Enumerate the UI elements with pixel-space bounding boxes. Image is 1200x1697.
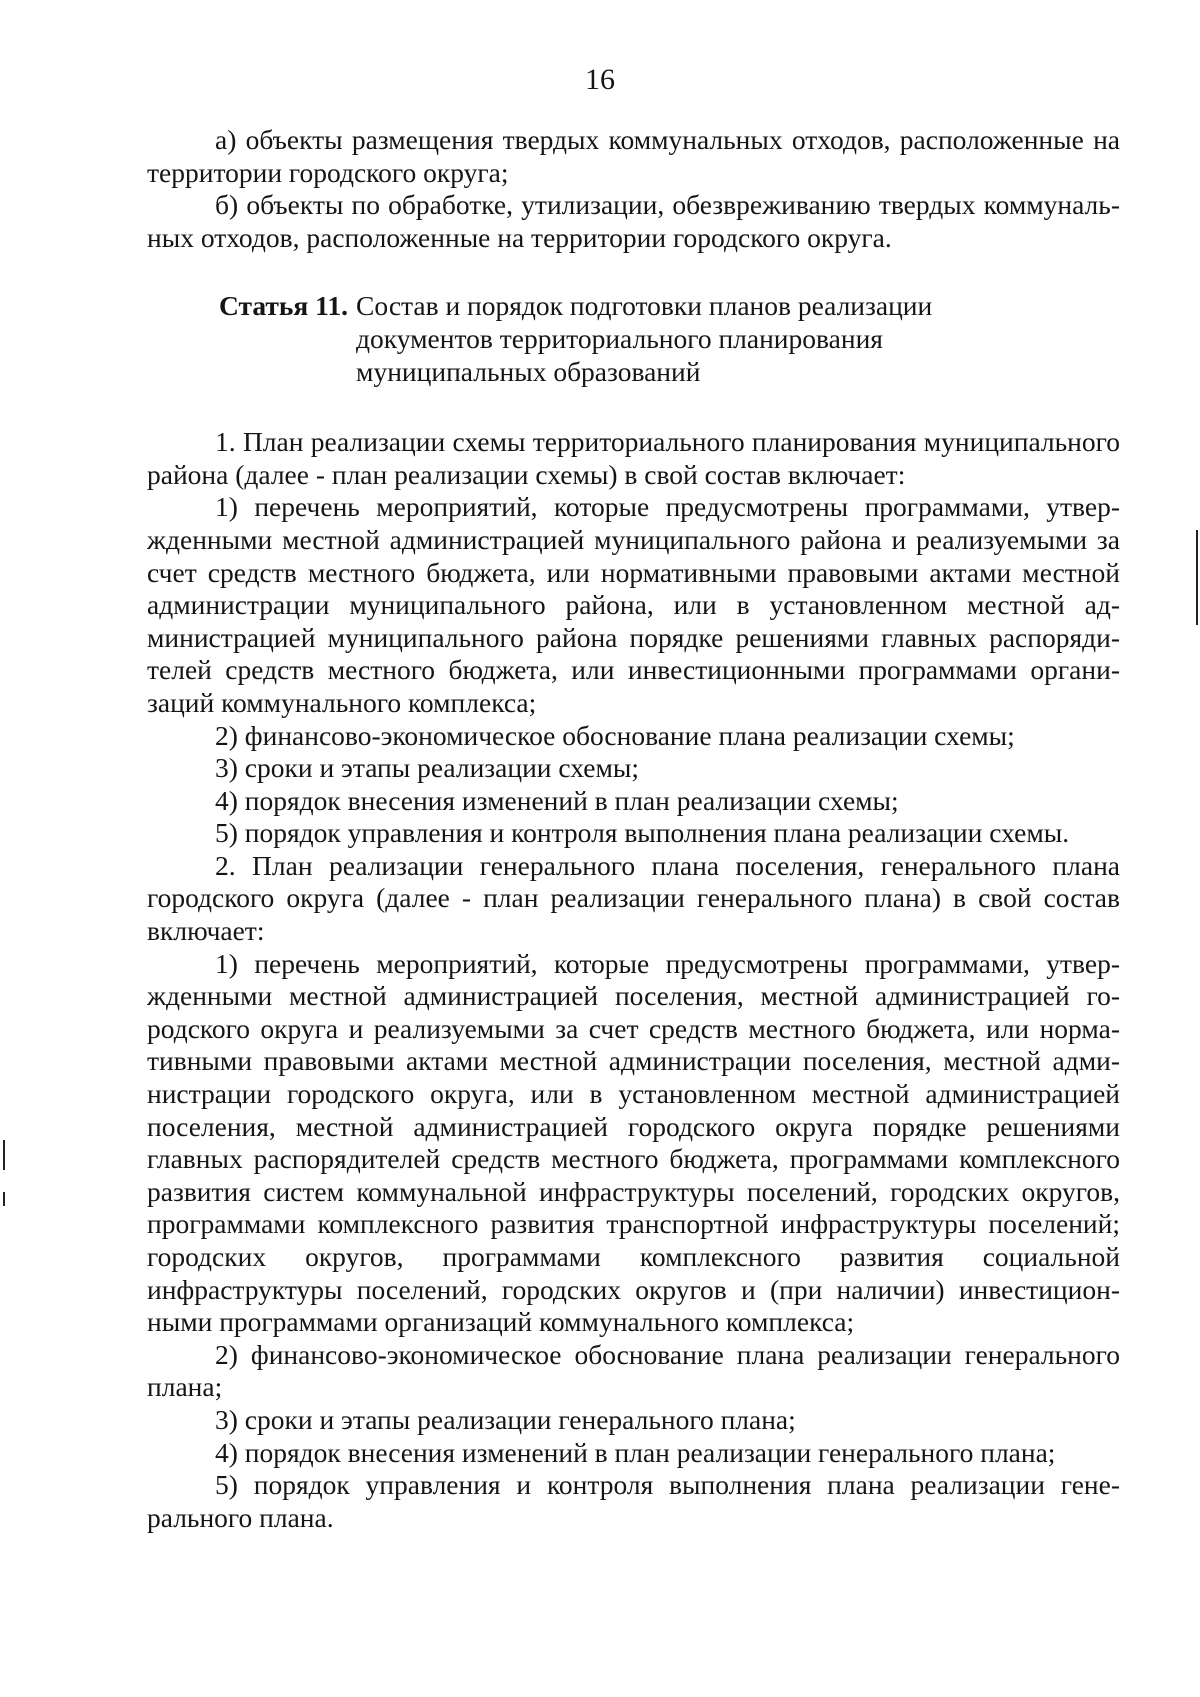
- document-body: [147, 124, 1120, 1534]
- section-1-item: 1) перечень мероприятий, которые предусмотрены программами, утвержденными местной администрацией муниципального района и реализуемыми за счет средств местного бюджета, или нормативными правовыми актами местной администрации муниципального района, или в установленном местной администрацией муниципального района порядке решениями главных распорядителей средств местного бюджета, или инвестиционными программами организаций коммунального комплекса;: [147, 491, 1120, 718]
- section-2-item: 1) перечень мероприятий, которые предусмотрены программами, утвержденными местной администрацией поселения, местной администрацией городского округа и реализуемыми за счет средств местного бюджета, или нормативными правовыми актами местной администрации поселения, местной администрации городского округа, или в установленном местной администрацией поселения, местной администрацией городского округа порядке решениями главных распорядителей средств местного бюджета, программами комплексного развития систем коммунальной инфраструктуры поселений, городских округов, программами комплексного развития транспортной инфраструктуры поселений; городских округов, программами комплексного развития социальной инфраструктуры поселений, городских округов и (при наличии) инвестиционными программами организаций коммунального комплекса;: [147, 947, 1120, 1338]
- article-label: Статья 11.: [219, 290, 349, 322]
- article-title-line: документов территориального планирования: [356, 322, 883, 354]
- section-2-item: 3) сроки и этапы реализации генерального плана;: [215, 1403, 796, 1435]
- section-1-intro: 1. План реализации схемы территориального планирования муниципального района (далее - план реализации схемы) в свой состав включает:: [147, 426, 1120, 490]
- scan-edge-mark-right: [1196, 530, 1198, 625]
- article-title-line: Состав и порядок подготовки планов реализации: [356, 290, 933, 322]
- article-title-line: муниципальных образований: [356, 355, 701, 387]
- section-1-item: 3) сроки и этапы реализации схемы;: [215, 752, 640, 784]
- section-1-item: 4) порядок внесения изменений в план реализации схемы;: [215, 784, 899, 816]
- section-2-item: 2) финансово-экономическое обоснование плана реализации генерального плана;: [147, 1338, 1120, 1403]
- scan-edge-mark-left: [3, 1192, 5, 1206]
- intro-item-b: б) объекты по обработке, утилизации, обезвреживанию твердых коммунальных отходов, расположенные на территории городского округа.: [147, 189, 1120, 253]
- intro-item-a: а) объекты размещения твердых коммунальных отходов, расположенные на территории городского округа;: [147, 124, 1120, 188]
- section-2-item: 5) порядок управления и контроля выполнения плана реализации генерального плана.: [147, 1469, 1120, 1533]
- page-number: 16: [585, 63, 615, 96]
- article-title: [356, 290, 932, 388]
- section-2-item: 4) порядок внесения изменений в план реализации генерального плана;: [215, 1436, 1056, 1468]
- section-1-item: 5) порядок управления и контроля выполнения плана реализации схемы.: [215, 817, 1070, 849]
- article-heading: [147, 290, 1120, 388]
- scan-edge-mark-left: [3, 1140, 5, 1170]
- section-1-item: 2) финансово-экономическое обоснование плана реализации схемы;: [215, 719, 1015, 751]
- section-2-intro: 2. План реализации генерального плана поселения, генерального плана городского округа (далее - план реализации генерального плана) в свой состав включает:: [147, 849, 1120, 947]
